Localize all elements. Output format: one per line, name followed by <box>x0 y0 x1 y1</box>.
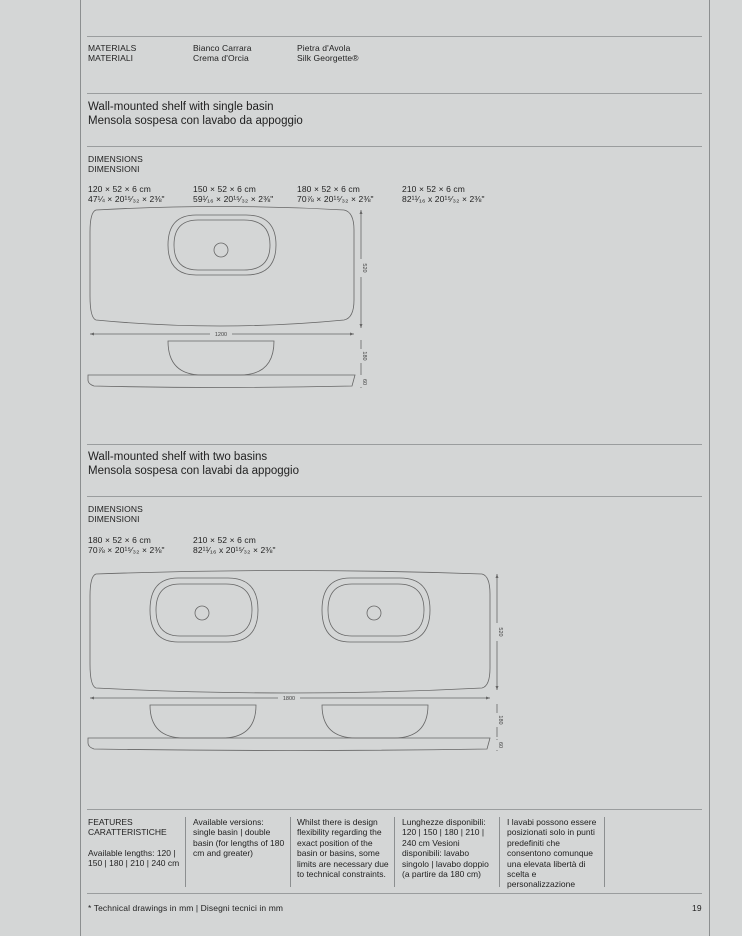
dim-in: 59¹⁄₁₆ × 20¹⁵⁄₃₂ × 2⅜" <box>193 194 274 204</box>
basin-height-dim-label: 180 <box>361 351 367 361</box>
dimensions-label-en: DIMENSIONS <box>88 504 143 514</box>
features-label <box>88 817 183 869</box>
lavabi-text: I lavabi possono essere posizionati solo in punti predefiniti che consentono comunque una elevata libertà di scelta e personalizzazione <box>507 817 597 890</box>
material-silk-georgette: Silk Georgette® <box>297 53 359 63</box>
basin-side-view <box>150 705 256 738</box>
material-bianco-carrara: Bianco Carrara <box>193 43 252 53</box>
section2-title-en: Wall-mounted shelf with two basins <box>88 451 268 463</box>
column-separator <box>185 817 186 887</box>
page-number: 19 <box>692 903 702 913</box>
dimensions-label-en: DIMENSIONS <box>88 154 143 164</box>
drain <box>195 606 209 620</box>
column-separator <box>604 817 605 887</box>
column-separator <box>290 817 291 887</box>
available-lengths-text: Available lengths: 120 | 150 | 180 | 210 | 240 cm <box>88 847 180 869</box>
section2-title-it: Mensola sospesa con lavabi da appoggio <box>88 465 299 477</box>
section1-title-en: Wall-mounted shelf with single basin <box>88 101 274 113</box>
dim-in: 47¼ × 20¹⁵⁄₃₂ × 2⅜" <box>88 194 165 204</box>
design-flexibility-text: Whilst there is design flexibility regarding the exact position of the basin or basins, some limits are necessary due to technical constraints. <box>297 817 389 880</box>
materials-label-it: MATERIALI <box>88 53 134 63</box>
column-separator <box>499 817 500 887</box>
dim-cm: 210 × 52 × 6 cm <box>193 535 256 545</box>
width-dim-label: 1800 <box>282 696 296 702</box>
material-pietra-davola: Pietra d'Avola <box>297 43 351 53</box>
shelf-side-view <box>88 738 490 751</box>
dimensions-label-it: DIMENSIONI <box>88 164 140 174</box>
dim-in: 82¹¹⁄₁₆ x 20¹⁵⁄₃₂ × 2⅜" <box>402 194 485 204</box>
basin-inner <box>156 584 252 636</box>
divider <box>87 809 702 810</box>
dim-cm: 120 × 52 × 6 cm <box>88 184 151 194</box>
basin-inner <box>328 584 424 636</box>
drain <box>367 606 381 620</box>
dim-cm: 150 × 52 × 6 cm <box>193 184 256 194</box>
features-label-it: CARATTERISTICHE <box>88 827 167 838</box>
technical-drawings-note: * Technical drawings in mm | Disegni tecnici in mm <box>88 903 284 913</box>
shelf-height-dim-label: 60 <box>497 741 503 749</box>
column-separator <box>394 817 395 887</box>
divider <box>87 893 702 894</box>
lunghezze-text: Lunghezze disponibili: 120 | 150 | 180 | 210 | 240 cm Vesioni disponibili: lavabo singolo | lavabo doppio (a partire da 180 cm) <box>402 817 489 880</box>
available-versions-text: Available versions: single basin | double basin (for lengths of 180 cm and greater) <box>193 817 285 859</box>
dim-in: 70⅞ × 20¹⁵⁄₃₂ × 2⅜" <box>297 194 374 204</box>
material-crema-dorcia: Crema d'Orcia <box>193 53 249 63</box>
depth-dim-label: 520 <box>497 627 503 637</box>
shelf-height-dim-label: 60 <box>361 378 367 386</box>
dim-in: 70⅞ × 20¹⁵⁄₃₂ × 2⅜" <box>88 545 165 555</box>
dim-cm: 180 × 52 × 6 cm <box>88 535 151 545</box>
depth-dim-label: 520 <box>361 263 367 273</box>
features-label-en: FEATURES <box>88 817 133 827</box>
basin-side-view <box>322 705 428 738</box>
section1-title-it: Mensola sospesa con lavabo da appoggio <box>88 115 303 127</box>
materials-label-en: MATERIALS <box>88 43 137 53</box>
dim-in: 82¹¹⁄₁₆ x 20¹⁵⁄₃₂ × 2⅜" <box>193 545 276 555</box>
dimensions-label-it: DIMENSIONI <box>88 514 140 524</box>
shelf-top-view <box>90 571 490 694</box>
dim-cm: 180 × 52 × 6 cm <box>297 184 360 194</box>
dim-cm: 210 × 52 × 6 cm <box>402 184 465 194</box>
basin-height-dim-label: 180 <box>497 715 503 725</box>
width-dim-label: 1200 <box>214 332 228 338</box>
